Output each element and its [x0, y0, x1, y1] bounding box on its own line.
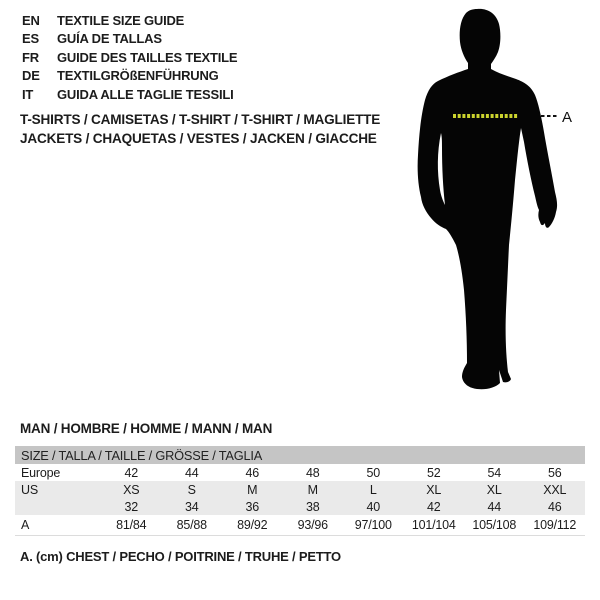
table-cell: XXL: [543, 482, 567, 497]
table-cell: S: [187, 482, 196, 497]
size-table-header: SIZE / TALLA / TAILLE / GRÖSSE / TAGLIA: [15, 446, 585, 464]
lang-title: GUÍA DE TALLAS: [57, 31, 162, 47]
table-cell: 42: [124, 465, 138, 480]
table-cell: M: [247, 482, 258, 497]
measure-label-a: A: [562, 109, 572, 126]
table-cell: 42: [426, 499, 441, 514]
table-cell: 40: [366, 499, 380, 514]
table-cell: 48: [305, 465, 320, 480]
table-cell: 54: [487, 465, 501, 480]
table-row-us: [15, 481, 585, 498]
lang-code: ES: [22, 31, 39, 47]
table-cell: 52: [426, 465, 441, 480]
lang-title: TEXTILGRÖßENFÜHRUNG: [57, 68, 219, 84]
list-item: [22, 31, 237, 49]
table-cell: XL: [426, 482, 442, 497]
table-cell: 44: [487, 499, 501, 514]
lang-title: TEXTILE SIZE GUIDE: [57, 13, 185, 28]
language-guide-list: [22, 13, 237, 105]
table-cell: 93/96: [297, 518, 328, 532]
table-cell: 44: [184, 465, 199, 480]
table-row-chest-cm: [15, 515, 585, 535]
size-table: [15, 446, 585, 536]
row-label: Europe: [21, 465, 61, 480]
section-title-man: MAN / HOMBRE / HOMME / MANN / MAN: [20, 421, 273, 436]
list-item: [22, 87, 237, 105]
table-cell: M: [307, 482, 318, 497]
lang-title: GUIDA ALLE TAGLIE TESSILI: [57, 86, 234, 102]
table-cell: 46: [547, 499, 562, 514]
man-silhouette-figure: [405, 0, 600, 412]
table-cell: 46: [245, 465, 259, 480]
measurement-footnote: A. (cm) CHEST / PECHO / POITRINE / TRUHE / PETTO: [20, 549, 341, 564]
man-silhouette-svg: [405, 0, 600, 412]
table-cell: 109/112: [533, 518, 577, 532]
table-cell: 38: [305, 499, 320, 514]
category-tshirts: T-SHIRTS / CAMISETAS / T-SHIRT / T-SHIRT / MAGLIETTE: [20, 112, 381, 127]
row-label: US: [21, 482, 38, 497]
list-item: [22, 68, 237, 86]
man-silhouette: [418, 9, 557, 389]
lang-code: EN: [22, 13, 40, 28]
table-cell: 81/84: [116, 518, 147, 532]
category-block: [20, 110, 380, 148]
list-item: [22, 50, 237, 68]
table-cell: 89/92: [237, 518, 268, 532]
table-row-us-numeric: [15, 498, 585, 515]
list-item: [22, 13, 237, 31]
table-cell: 32: [124, 499, 138, 514]
lang-title: GUIDE DES TAILLES TEXTILE: [57, 49, 238, 65]
table-cell: 36: [245, 499, 259, 514]
table-cell: 56: [547, 465, 562, 480]
table-cell: XS: [123, 482, 140, 497]
table-cell: 50: [366, 465, 380, 480]
table-cell: XL: [486, 482, 502, 497]
row-label: A: [21, 518, 30, 532]
table-row-europe: [15, 464, 585, 481]
table-cell: 85/88: [176, 518, 207, 532]
table-cell: 101/104: [411, 518, 456, 532]
lang-code: FR: [22, 49, 39, 65]
table-cell: 105/108: [472, 518, 517, 532]
table-cell: 34: [184, 499, 199, 514]
category-jackets: JACKETS / CHAQUETAS / VESTES / JACKEN / GIACCHE: [20, 131, 377, 146]
table-cell: L: [369, 482, 377, 497]
lang-code: DE: [22, 68, 40, 84]
table-cell: 97/100: [354, 518, 392, 532]
lang-code: IT: [22, 86, 34, 102]
